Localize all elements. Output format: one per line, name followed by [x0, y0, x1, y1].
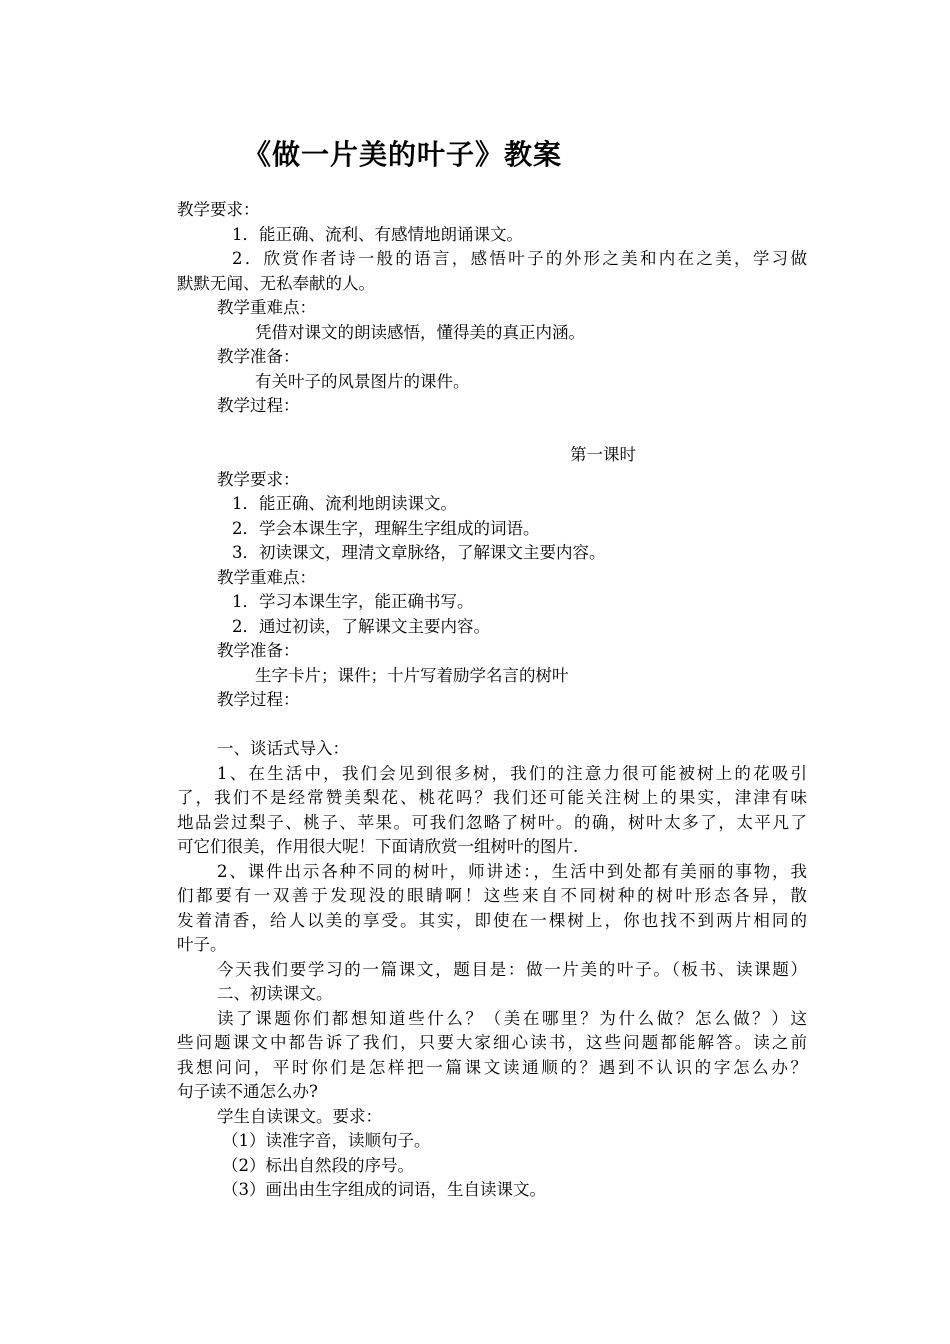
spacer [177, 713, 807, 738]
paragraph-line: 句子读不通怎么办? [177, 1082, 318, 1101]
list-item: （1）读准字音，读顺句子。 [222, 1131, 431, 1150]
paragraph-line: 们都要有一双善于发现没的眼睛啊！这些来自不同树种的树叶形态各异，散 [177, 886, 807, 905]
spacer [177, 419, 807, 444]
list-item: 2．欣赏作者诗一般的语言，感悟叶子的外形之美和内在之美，学习做 [232, 249, 807, 268]
heading-process: 教学过程： [217, 690, 300, 709]
heading-process: 教学过程： [217, 396, 300, 415]
list-item: 1．能正确、流利地朗读课文。 [232, 494, 457, 513]
heading-requirements: 教学要求： [177, 200, 260, 219]
section-heading-intro: 一、谈话式导入： [217, 739, 349, 758]
paragraph-line: 些问题课文中都告诉了我们，只要大家细心读书，这些问题都能解答。读之前 [177, 1033, 807, 1052]
paragraph-line: 学生自读课文。要求： [217, 1106, 382, 1126]
paragraph-line: 1、在生活中，我们会见到很多树，我们的注意力很可能被树上的花吸引 [217, 763, 807, 783]
heading-key-points: 教学重难点： [217, 298, 316, 317]
paragraph-line: 可它们很美，作用很大呢！下面请欣赏一组树叶的图片. [177, 837, 579, 856]
list-item: 2．学会本课生字，理解生字组成的词语。 [232, 518, 540, 538]
paragraph-line: 发着清香，给人以美的享受。其实，即使在一棵树上，你也找不到两片相同的 [177, 910, 807, 930]
list-item: 3．初读课文，理清文章脉络，了解课文主要内容。 [232, 543, 606, 562]
section-heading-lesson-one: 第一课时 [570, 445, 636, 464]
heading-preparation: 教学准备： [217, 347, 300, 366]
list-item: 2．通过初读，了解课文主要内容。 [232, 616, 490, 636]
paragraph-line: 有关叶子的风景图片的课件。 [255, 371, 470, 391]
paragraph-line: 地品尝过梨子、桃子、苹果。可我们忽略了树叶。的确，树叶太多了，太平凡了 [177, 812, 807, 832]
paragraph-line: 叶子。 [177, 935, 227, 954]
document-body [177, 198, 807, 1203]
heading-requirements: 教学要求： [217, 469, 300, 489]
list-item: 1．学习本课生字，能正确书写。 [232, 592, 474, 611]
paragraph-line: 我想问问，平时你们是怎样把一篇课文读通顺的？遇到不认识的字怎么办？ [177, 1057, 807, 1077]
list-item: （3）画出由生字组成的词语，生自读课文。 [222, 1180, 546, 1199]
paragraph-line: 读了课题你们都想知道些什么？（美在哪里？为什么做？怎么做？）这 [217, 1008, 807, 1028]
heading-key-points: 教学重难点： [217, 567, 316, 587]
page-title: 《做一片美的叶子》教案 [243, 138, 563, 171]
paragraph-line: 凭借对课文的朗读感悟，懂得美的真正内涵。 [255, 322, 585, 342]
paragraph-line: 生字卡片；课件；十片写着励学名言的树叶 [255, 665, 569, 685]
heading-preparation: 教学准备： [217, 641, 300, 660]
paragraph-line: 今天我们要学习的一篇课文，题目是：做一片美的叶子。（板书、读课题） [217, 959, 807, 979]
section-heading-first-reading: 二、初读课文。 [217, 984, 333, 1003]
list-item: （2）标出自然段的序号。 [222, 1155, 414, 1175]
list-item: 1．能正确、流利、有感情地朗诵课文。 [232, 224, 523, 244]
paragraph-line: 默默无闻、无私奉献的人。 [177, 273, 375, 293]
paragraph-line: 2、课件出示各种不同的树叶，师讲述：，生活中到处都有美丽的事物，我 [217, 861, 807, 881]
paragraph-line: 了，我们不是经常赞美梨花、桃花吗？我们还可能关注树上的果实，津津有味 [177, 788, 807, 807]
